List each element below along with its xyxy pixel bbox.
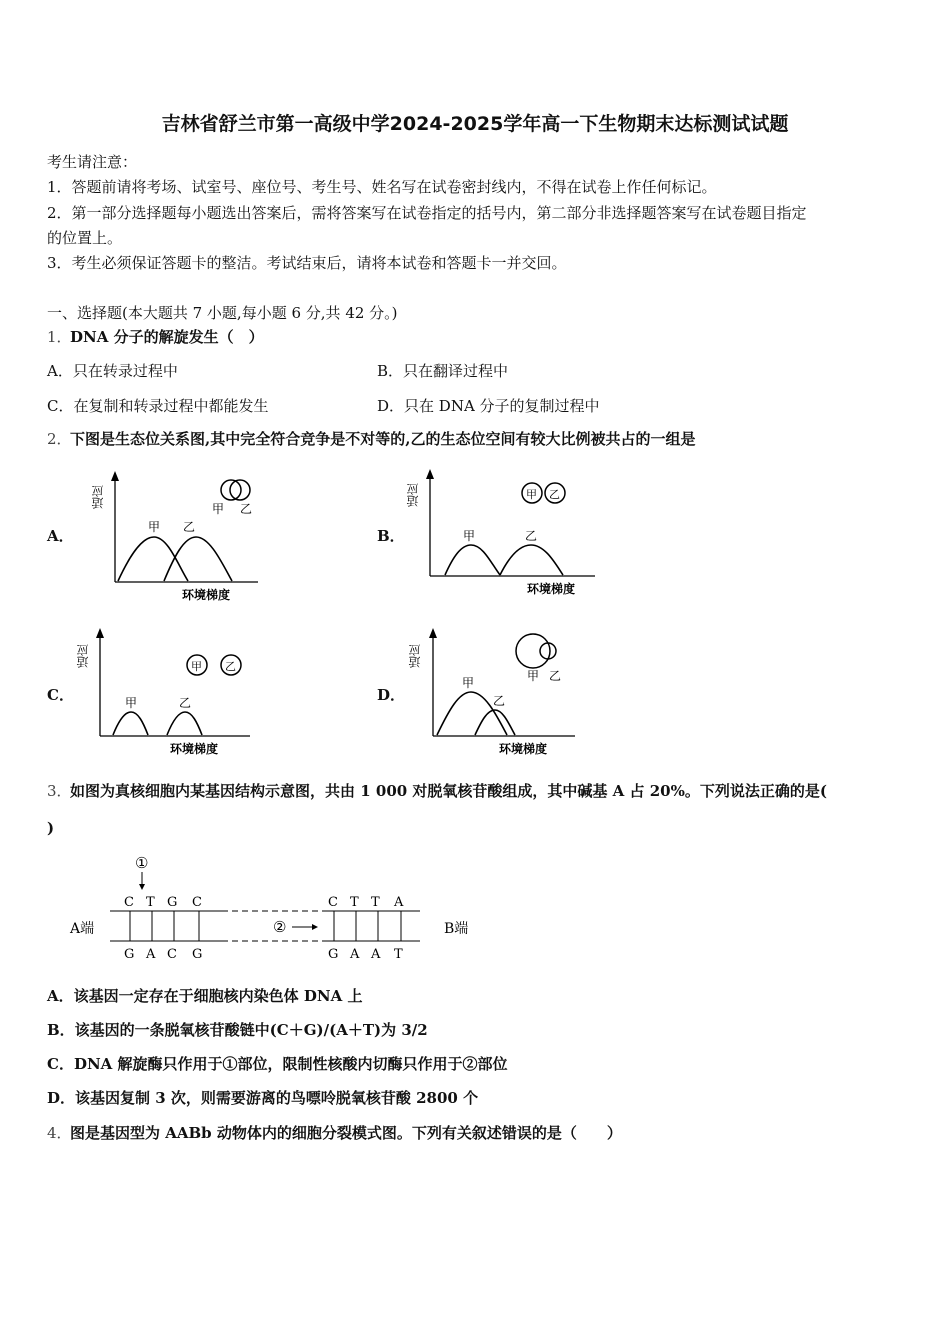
overlap-circle-yi (230, 480, 250, 500)
base-bottom: T (394, 947, 403, 962)
curve-jia (118, 537, 188, 581)
curve-jia (445, 545, 500, 575)
end-b-label: B端 (444, 921, 469, 937)
legend-yi: 乙 (240, 502, 253, 516)
base-top: T (146, 895, 155, 910)
end-a-label: A端 (70, 921, 95, 937)
curve-jia (113, 712, 148, 735)
marker-1-arrowhead (139, 884, 145, 890)
niche-graph-a (90, 465, 265, 605)
gene-structure-diagram (60, 848, 490, 966)
base-top: C (192, 895, 202, 910)
question-number: 4． (47, 1124, 72, 1142)
question-number: 3． (47, 782, 72, 800)
niche-graph-b (405, 465, 605, 605)
notice-item-3: 3．考生必须保证答题卡的整洁。考试结束后，请将本试卷和答题卡一并交回。 (47, 254, 567, 272)
x-axis-label: 环境梯度 (527, 582, 576, 596)
base-top: C (328, 895, 338, 910)
base-top: T (350, 895, 359, 910)
curve-yi (167, 712, 202, 735)
notice-item-2-cont: 的位置上。 (47, 229, 123, 247)
option-b: B．只在翻译过程中 (377, 362, 509, 380)
y-axis-arrow (429, 628, 437, 638)
circle-yi-label: 乙 (549, 488, 560, 501)
base-top: A (394, 895, 404, 910)
y-axis-label: 适应 (408, 644, 422, 668)
option-b: B．该基因的一条脱氧核苷酸链中(C＋G)/(A＋T)为 3/2 (47, 1021, 428, 1039)
y-axis-label: 适应 (406, 483, 420, 507)
y-axis-label: 适应 (76, 644, 90, 668)
option-b-label: B． (377, 527, 405, 545)
x-axis-label: 环境梯度 (182, 588, 231, 602)
label-yi: 乙 (179, 696, 192, 710)
option-a: A．该基因一定存在于细胞核内染色体 DNA 上 (47, 987, 363, 1005)
y-axis-arrow (426, 469, 434, 479)
overlap-circle-jia (516, 634, 550, 668)
base-top: C (124, 895, 134, 910)
label-jia: 甲 (125, 696, 138, 710)
notice-item-2: 2．第一部分选择题每小题选出答案后，需将答案写在试卷指定的括号内，第二部分非选择题答案写在试卷题目指定 (47, 204, 807, 222)
option-a: A．只在转录过程中 (47, 362, 178, 380)
question-stem: 下图是生态位关系图,其中完全符合竞争是不对等的,乙的生态位空间有较大比例被共占的一组是 (70, 430, 696, 448)
overlap-circle-yi (540, 643, 556, 659)
question-stem-cont: ) (47, 819, 55, 837)
base-top: T (371, 895, 380, 910)
question-number: 2． (47, 430, 72, 448)
niche-graph-d (405, 624, 590, 764)
question-stem: 图是基因型为 AABb 动物体内的细胞分裂模式图。下列有关叙述错误的是（ ） (70, 1124, 622, 1142)
page-title: 吉林省舒兰市第一高级中学2024-2025学年高一下生物期末达标测试试题 (161, 113, 789, 135)
question-stem: 如图为真核细胞内某基因结构示意图，共由 1 000 对脱氧核苷酸组成，其中碱基 A 占 20%。下列说法正确的是( (70, 782, 827, 800)
option-c-label: C． (47, 686, 74, 704)
legend-jia: 甲 (212, 502, 225, 516)
option-d-label: D． (377, 686, 406, 704)
x-axis-label: 环境梯度 (170, 742, 219, 756)
overlap-circle-jia (221, 480, 241, 500)
marker-1: ① (135, 854, 149, 872)
notice-heading: 考生请注意： (47, 153, 138, 171)
label-jia: 甲 (148, 520, 161, 534)
question-number: 1． (47, 328, 72, 346)
base-bottom: G (192, 947, 203, 962)
base-top: G (167, 895, 178, 910)
marker-2-arrowhead (312, 924, 318, 930)
circle-jia-label: 甲 (191, 660, 202, 673)
question-stem: DNA 分子的解旋发生（ ） (70, 328, 264, 346)
legend-jia: 甲 (527, 669, 540, 683)
option-c: C．DNA 解旋酶只作用于①部位，限制性核酸内切酶只作用于②部位 (47, 1055, 508, 1073)
circle-jia-label: 甲 (526, 488, 537, 501)
label-yi: 乙 (525, 529, 538, 543)
base-bottom: G (328, 947, 339, 962)
marker-2: ② (273, 918, 287, 936)
base-bottom: A (146, 947, 156, 962)
base-bottom: G (124, 947, 135, 962)
base-bottom: A (350, 947, 360, 962)
label-yi: 乙 (493, 694, 506, 708)
label-yi: 乙 (183, 520, 196, 534)
option-d: D．只在 DNA 分子的复制过程中 (377, 397, 600, 415)
option-a-label: A． (47, 527, 74, 545)
base-bottom: C (167, 947, 177, 962)
legend-yi: 乙 (549, 669, 562, 683)
label-jia: 甲 (463, 529, 476, 543)
base-bottom: A (371, 947, 381, 962)
circle-yi-label: 乙 (225, 660, 236, 673)
y-axis-label: 适应 (91, 485, 105, 509)
label-jia: 甲 (462, 676, 475, 690)
curve-yi (164, 537, 232, 581)
niche-graph-c (75, 624, 260, 764)
curve-yi (500, 545, 563, 575)
notice-item-1: 1．答题前请将考场、试室号、座位号、考生号、姓名写在试卷密封线内，不得在试卷上作任何标记。 (47, 178, 717, 196)
option-d: D．该基因复制 3 次，则需要游离的鸟嘌呤脱氧核苷酸 2800 个 (47, 1089, 479, 1107)
x-axis-label: 环境梯度 (499, 742, 548, 756)
y-axis-arrow (96, 628, 104, 638)
section-heading: 一、选择题(本大题共 7 小题,每小题 6 分,共 42 分。) (47, 304, 398, 322)
option-c: C．在复制和转录过程中都能发生 (47, 397, 269, 415)
y-axis-arrow (111, 471, 119, 481)
